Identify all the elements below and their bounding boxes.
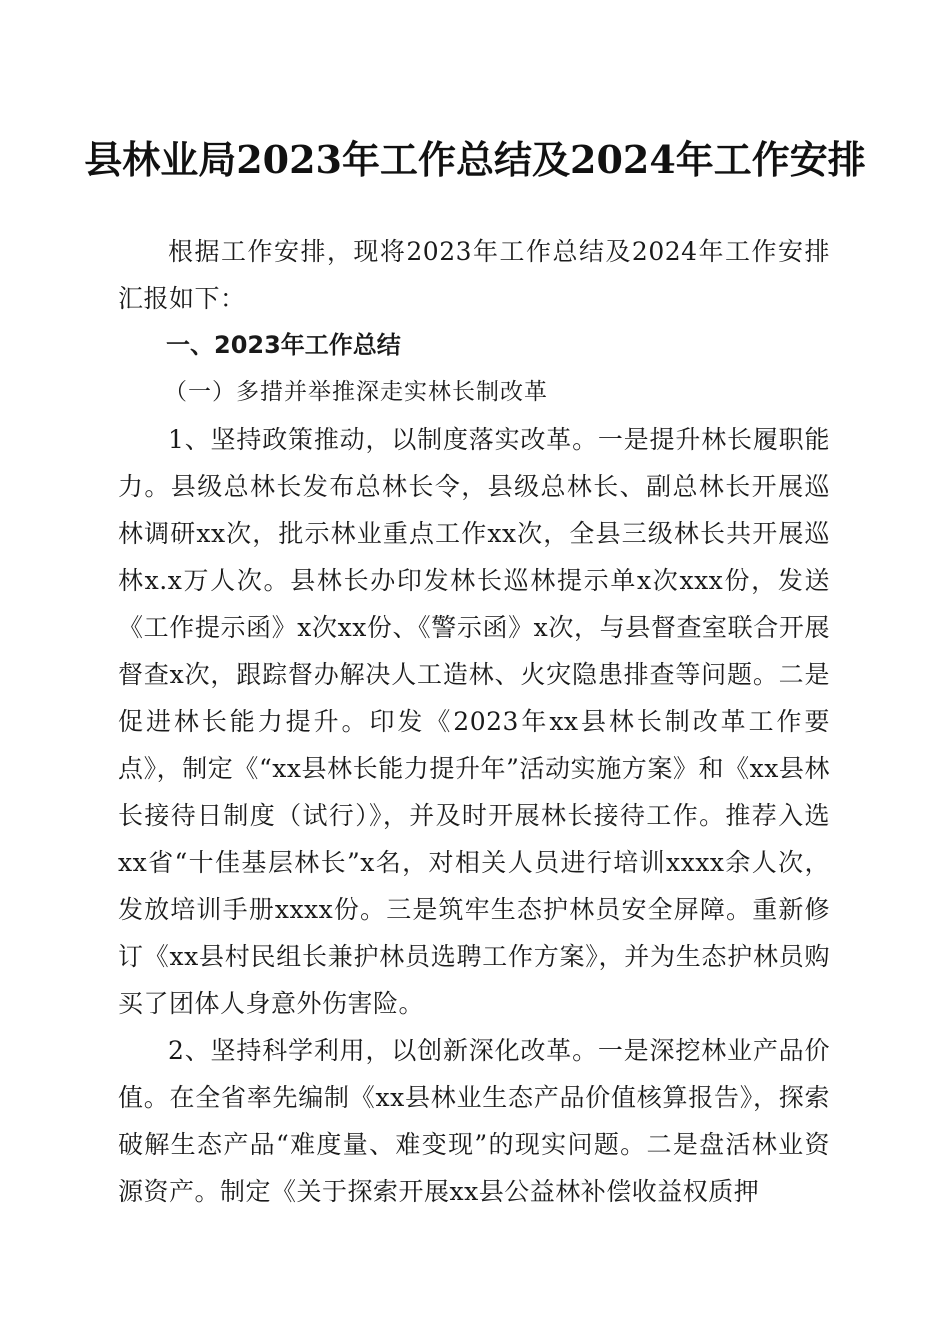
subsection-heading: （一）多措并举推深走实林长制改革 xyxy=(164,379,548,405)
body-paragraph-1: 1、坚持政策推动，以制度落实改革。一是提升林长履职能力。县级总林长发布总林长令，县级总林长、副总林长开展巡林调研xx次，批示林业重点工作xx次，全县三级林长共开展巡林x.x万人次。县林长办印发林长巡林提示单x次xxx份，发送《工作提示函》x次xx份、《警示函》x次，与县督查室联合开展督查x次，跟踪督办解决人工造林、火灾隐患排查等问题。二是促进林长能力提升。印发《2023年xx县林长制改革工作要点》，制定《“xx县林长能力提升年”活动实施方案》和《xx县林长接待日制度（试行）》，并及时开展林长接待工作。推荐入选xx省“十佳基层林长”x名，对相关人员进行培训xxxx余人次，发放培训手册xxxx份。三是筑牢生态护林员安全屏障。重新修订《xx县村民组长兼护林员选聘工作方案》，并为生态护林员购买了团体人身意外伤害险。 xyxy=(118,425,830,1018)
document-body xyxy=(118,228,830,1215)
section-heading: 一、2023年工作总结 xyxy=(166,331,401,359)
body-paragraph-2: 2、坚持科学利用，以创新深化改革。一是深挖林业产品价值。在全省率先编制《xx县林业生态产品价值核算报告》，探索破解生态产品“难度量、难变现”的现实问题。二是盘活林业资源资产。制定《关于探索开展xx县公益林补偿收益权质押 xyxy=(118,1036,830,1206)
document-title: 县林业局2023年工作总结及2024年工作安排 xyxy=(84,137,866,182)
intro-paragraph: 根据工作安排，现将2023年工作总结及2024年工作安排汇报如下： xyxy=(118,237,830,313)
